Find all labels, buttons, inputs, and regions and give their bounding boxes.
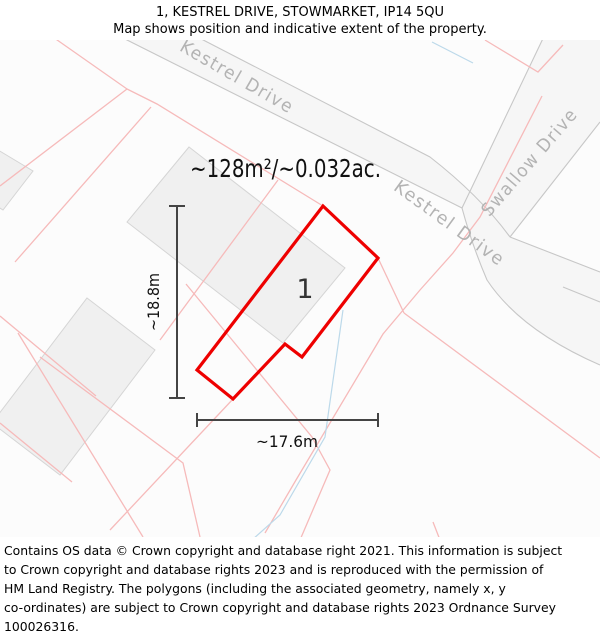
map-canvas [0,36,600,537]
area-label: ~128m²/~0.032ac. [190,154,381,183]
footer-line: Contains OS data © Crown copyright and database right 2021. This information is subject [4,543,563,558]
page-subtitle: Map shows position and indicative extent of the property. [113,22,487,37]
road-label-kestrel-drive-upper: Kestrel Drive [176,36,304,122]
dimension-label-vertical: ~18.8m [144,266,163,331]
road-label-kestrel-drive-lower: Kestrel Drive [389,176,511,273]
footer-line: 100026316. [4,619,79,634]
footer-line: HM Land Registry. The polygons (including the associated geometry, namely x, y [4,581,506,596]
map-header [0,0,600,40]
page-title: 1, KESTREL DRIVE, STOWMARKET, IP14 5QU [155,5,445,20]
plot-number: 1 [296,274,314,305]
dimension-label-horizontal: ~17.6m [256,432,318,451]
copyright-footer [0,537,600,634]
footer-line: co-ordinates) are subject to Crown copyright and database rights 2023 Ordnance Survey [4,600,556,615]
road-label-swallow-drive: Swallow Drive [477,96,590,221]
footer-line: to Crown copyright and database rights 2023 and is reproduced with the permission of [4,562,544,577]
